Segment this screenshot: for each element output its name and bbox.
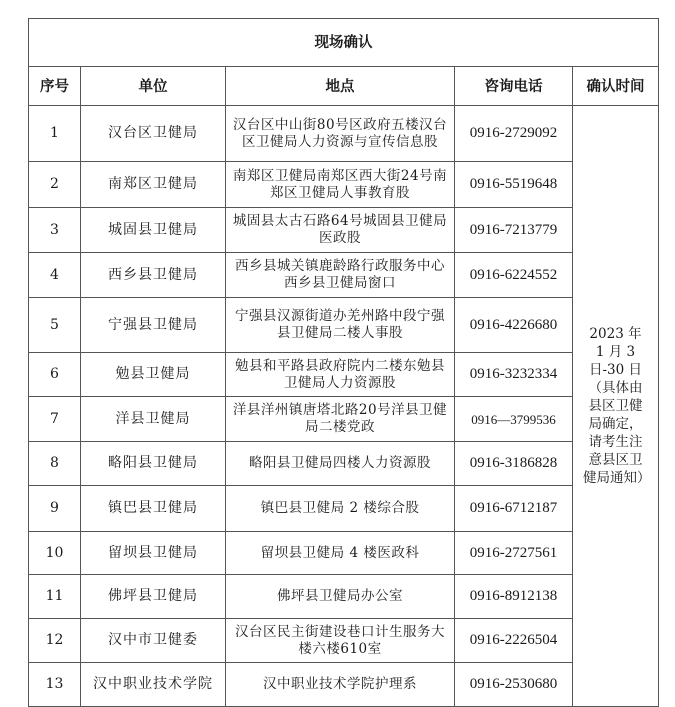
table-row bbox=[29, 619, 659, 663]
row-unit: 佛坪县卫健局 bbox=[81, 575, 226, 619]
table-row bbox=[29, 663, 659, 707]
header-time: 确认时间 bbox=[573, 67, 659, 106]
row-place: 宁强县汉源街道办羌州路中段宁强县卫健局二楼人事股 bbox=[226, 298, 455, 353]
row-unit: 留坝县卫健局 bbox=[81, 532, 226, 575]
confirmation-table bbox=[28, 18, 659, 707]
row-unit: 汉中职业技术学院 bbox=[81, 663, 226, 707]
row-no: 7 bbox=[29, 397, 81, 442]
row-unit: 镇巴县卫健局 bbox=[81, 486, 226, 532]
table-row bbox=[29, 106, 659, 162]
row-place: 镇巴县卫健局 2 楼综合股 bbox=[226, 486, 455, 532]
row-unit: 宁强县卫健局 bbox=[81, 298, 226, 353]
table-row bbox=[29, 353, 659, 397]
table-row bbox=[29, 253, 659, 298]
row-no: 5 bbox=[29, 298, 81, 353]
row-place: 汉台区民主街建设巷口计生服务大楼六楼610室 bbox=[226, 619, 455, 663]
table-row bbox=[29, 575, 659, 619]
row-unit: 南郑区卫健局 bbox=[81, 162, 226, 208]
table-row bbox=[29, 532, 659, 575]
row-no: 13 bbox=[29, 663, 81, 707]
row-unit: 略阳县卫健局 bbox=[81, 442, 226, 486]
table-row bbox=[29, 397, 659, 442]
row-phone: 0916-7213779 bbox=[455, 208, 573, 253]
row-place: 留坝县卫健局 4 楼医政科 bbox=[226, 532, 455, 575]
row-phone: 0916-6712187 bbox=[455, 486, 573, 532]
table-row bbox=[29, 486, 659, 532]
row-unit: 汉台区卫健局 bbox=[81, 106, 226, 162]
header-phone: 咨询电话 bbox=[455, 67, 573, 106]
header-row bbox=[29, 67, 659, 106]
row-phone: 0916-3186828 bbox=[455, 442, 573, 486]
row-unit: 汉中市卫健委 bbox=[81, 619, 226, 663]
row-no: 1 bbox=[29, 106, 81, 162]
row-phone: 0916-2727561 bbox=[455, 532, 573, 575]
row-unit: 勉县卫健局 bbox=[81, 353, 226, 397]
table-row bbox=[29, 442, 659, 486]
row-phone: 0916-8912138 bbox=[455, 575, 573, 619]
row-unit: 西乡县卫健局 bbox=[81, 253, 226, 298]
row-place: 洋县洋州镇唐塔北路20号洋县卫健局二楼党政 bbox=[226, 397, 455, 442]
row-phone: 0916—3799536 bbox=[455, 397, 573, 442]
row-no: 8 bbox=[29, 442, 81, 486]
table-row bbox=[29, 162, 659, 208]
title-row bbox=[29, 19, 659, 67]
table-row bbox=[29, 208, 659, 253]
row-place: 南郑区卫健局南郑区西大街24号南郑区卫健局人事教育股 bbox=[226, 162, 455, 208]
row-no: 6 bbox=[29, 353, 81, 397]
row-no: 2 bbox=[29, 162, 81, 208]
row-no: 4 bbox=[29, 253, 81, 298]
row-place: 汉台区中山街80号区政府五楼汉台区卫健局人力资源与宣传信息股 bbox=[226, 106, 455, 162]
row-place: 城固县太古石路64号城固县卫健局医政股 bbox=[226, 208, 455, 253]
header-place: 地点 bbox=[226, 67, 455, 106]
row-phone: 0916-2226504 bbox=[455, 619, 573, 663]
row-phone: 0916-6224552 bbox=[455, 253, 573, 298]
row-phone: 0916-4226680 bbox=[455, 298, 573, 353]
row-place: 汉中职业技术学院护理系 bbox=[226, 663, 455, 707]
row-place: 勉县和平路县政府院内二楼东勉县卫健局人力资源股 bbox=[226, 353, 455, 397]
row-phone: 0916-2729092 bbox=[455, 106, 573, 162]
row-phone: 0916-5519648 bbox=[455, 162, 573, 208]
row-no: 9 bbox=[29, 486, 81, 532]
row-phone: 0916-3232334 bbox=[455, 353, 573, 397]
row-no: 3 bbox=[29, 208, 81, 253]
row-place: 佛坪县卫健局办公室 bbox=[226, 575, 455, 619]
table-title: 现场确认 bbox=[29, 19, 659, 67]
header-no: 序号 bbox=[29, 67, 81, 106]
row-no: 12 bbox=[29, 619, 81, 663]
table-row bbox=[29, 298, 659, 353]
row-unit: 城固县卫健局 bbox=[81, 208, 226, 253]
header-unit: 单位 bbox=[81, 67, 226, 106]
row-no: 11 bbox=[29, 575, 81, 619]
row-phone: 0916-2530680 bbox=[455, 663, 573, 707]
row-unit: 洋县卫健局 bbox=[81, 397, 226, 442]
confirm-time: 2023 年 1 月 3 日-30 日（具体由县区卫健局确定，请考生注意县区卫健局通知） bbox=[573, 106, 659, 707]
row-place: 西乡县城关镇鹿龄路行政服务中心西乡县卫健局窗口 bbox=[226, 253, 455, 298]
row-place: 略阳县卫健局四楼人力资源股 bbox=[226, 442, 455, 486]
row-no: 10 bbox=[29, 532, 81, 575]
